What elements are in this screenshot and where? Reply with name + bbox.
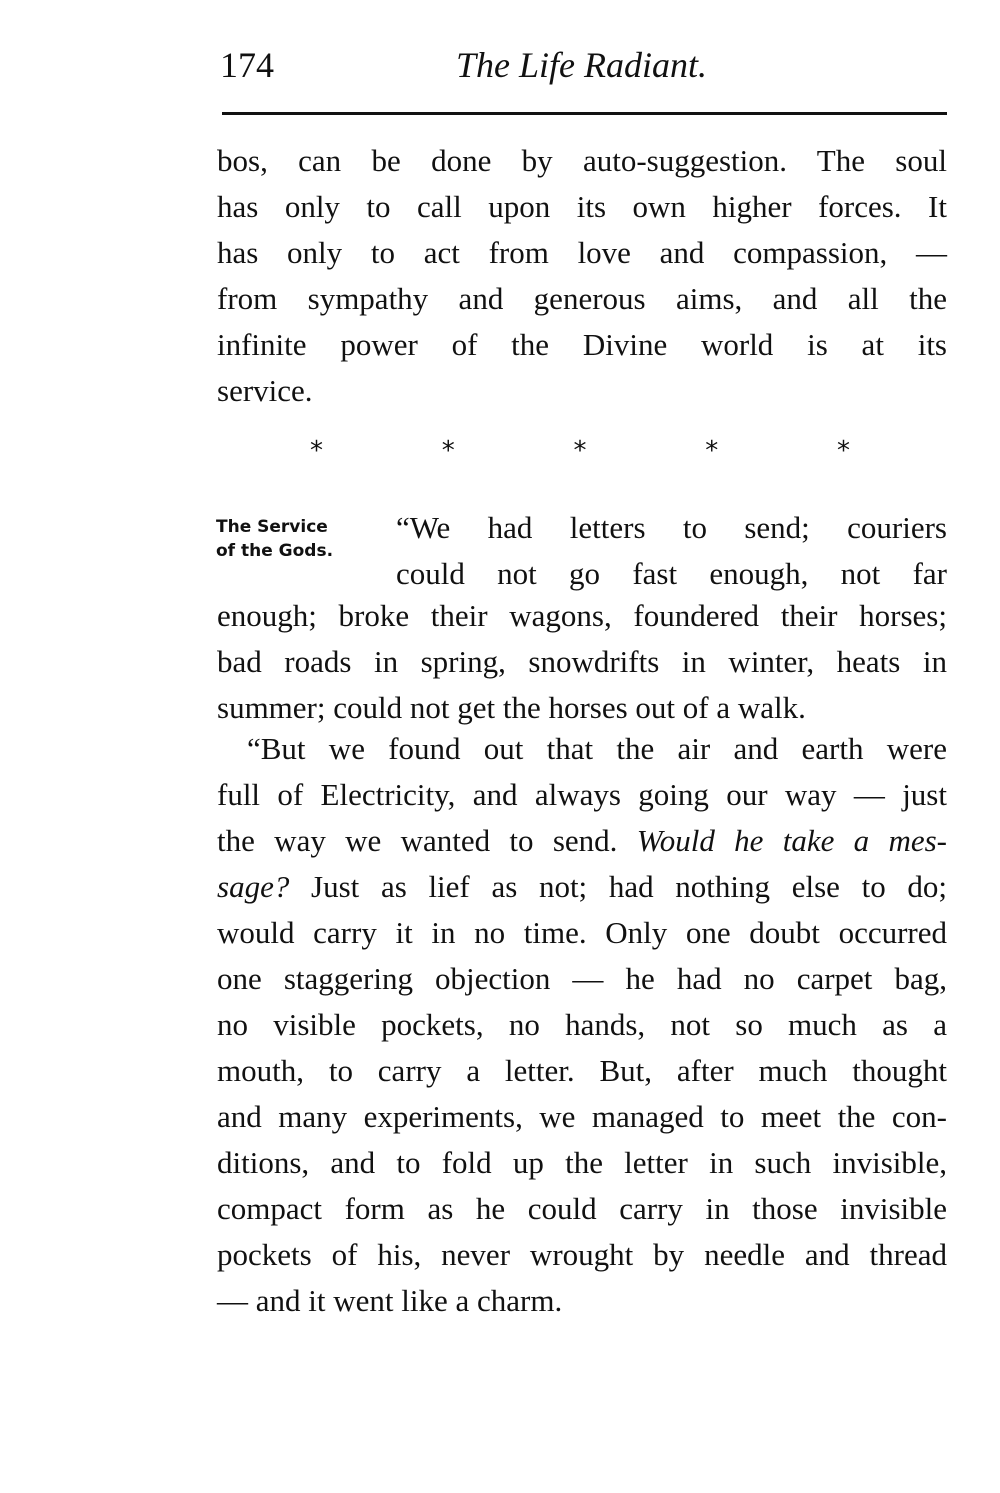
text-span: Just as lief as not; had nothing else to do; <box>289 869 947 904</box>
running-title: The Life Radiant. <box>456 45 707 85</box>
separator-star: * <box>573 436 587 466</box>
italic-text: Would he take a mes- <box>636 823 948 858</box>
text-line: from sympathy and generous aims, and all the <box>217 281 947 316</box>
text-line: bos, can be done by auto-suggestion. The soul <box>217 143 947 178</box>
paragraph-2 <box>217 593 947 731</box>
page-number: 174 <box>220 45 274 85</box>
text-line <box>217 864 947 910</box>
text-line: pockets of his, never wrought by needle and thread <box>217 1237 947 1272</box>
text-line: enough; broke their wagons, foundered their horses; <box>217 598 947 633</box>
page-header <box>220 44 948 94</box>
paragraph-3 <box>217 726 947 1324</box>
text-line: service. <box>217 373 313 408</box>
text-line: bad roads in spring, snowdrifts in winter, heats in <box>217 644 947 679</box>
separator-star: * <box>705 436 719 466</box>
paragraph-2-opening <box>396 505 947 597</box>
text-line: ditions, and to fold up the letter in such invisible, <box>217 1145 947 1180</box>
separator-star: * <box>837 436 850 466</box>
text-line: infinite power of the Divine world is at its <box>217 327 947 362</box>
text-line: one staggering objection — he had no carpet bag, <box>217 961 947 996</box>
marginal-note <box>216 515 333 563</box>
header-rule <box>222 112 947 115</box>
text-line: summer; could not get the horses out of a walk. <box>217 690 806 725</box>
text-line: compact form as he could carry in those invisible <box>217 1191 947 1226</box>
text-line: has only to act from love and compassion, — <box>217 235 947 270</box>
separator-star: * <box>310 436 323 466</box>
text-line: no visible pockets, no hands, not so much as a <box>217 1007 947 1042</box>
text-line: has only to call upon its own higher forces. It <box>217 189 947 224</box>
text-line: could not go fast enough, not far <box>396 556 947 591</box>
text-line <box>217 818 947 864</box>
text-line: mouth, to carry a letter. But, after much thought <box>217 1053 947 1088</box>
separator-star: * <box>441 436 455 466</box>
italic-text: sage? <box>217 869 290 904</box>
marginal-note-line: of the Gods. <box>216 541 334 561</box>
marginal-note-line: The Service <box>216 517 328 537</box>
text-line: and many experiments, we managed to meet the con- <box>217 1099 947 1134</box>
text-span: the way we wanted to send. <box>217 823 637 858</box>
text-line: “We had letters to send; couriers <box>396 510 947 545</box>
text-line: — and it went like a charm. <box>217 1283 563 1318</box>
text-line: would carry it in no time. Only one doubt occurred <box>217 915 947 950</box>
text-line: full of Electricity, and always going our way — just <box>217 777 947 812</box>
section-separator <box>310 436 850 466</box>
paragraph-1 <box>217 138 947 414</box>
text-line: “But we found out that the air and earth were <box>247 731 947 766</box>
